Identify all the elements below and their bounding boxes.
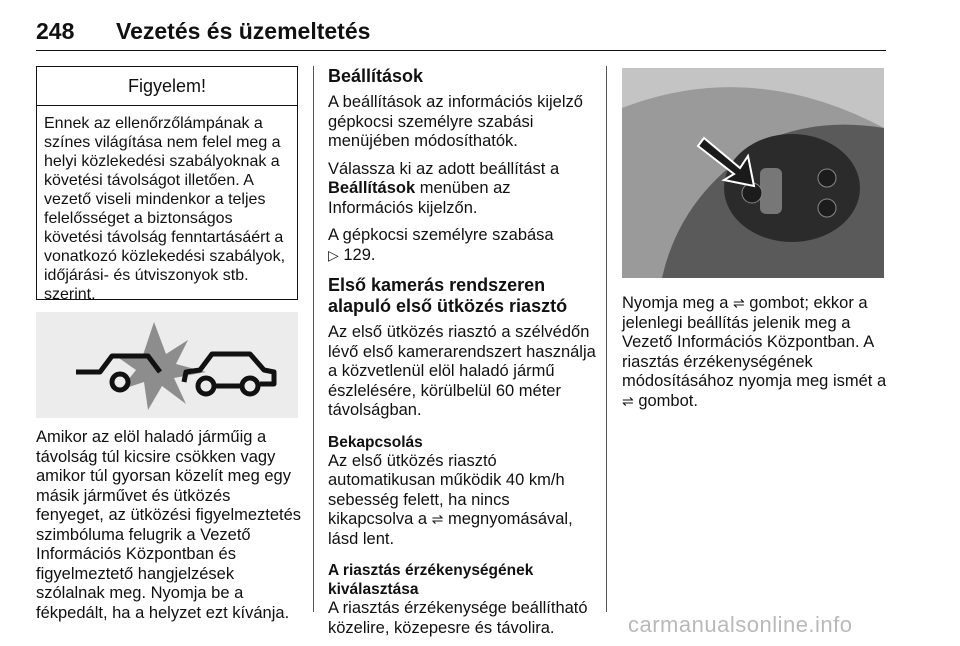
- reference-arrow-icon: ▷: [328, 246, 339, 263]
- settings-p2-post: menüben az Információs kijelzőn.: [328, 179, 511, 217]
- collision-warning-paragraph: Amikor az elöl haladó járműig a távolság túl kicsire csökken vagy amikor túl gyorsan közelít meg egy másik járművet és ütközés fenyeget, az ütközési figyelmeztetés szimbóluma felugrik a Vezető Információs Központban és figyelmeztető hangjelzések szólalnak meg. Nyomja be a fékpedált, ha a helyzet ezt kívánja.: [36, 428, 302, 622]
- thumbwheel: [760, 168, 782, 214]
- page-number: 248: [36, 18, 75, 44]
- activation-p-pre: Az első ütközés riasztó automatikusan működik 40 km/h sebesség felett, ha nincs kikapcsolva a: [328, 451, 565, 528]
- steering-wheel-illustration: [622, 68, 884, 278]
- right-p-mid: gombot; ekkor a jelenlegi beállítás jelenik meg a Vezető Információs Központban. A riasztás érzékenységének módosításához nyomja meg ismét a: [622, 294, 887, 390]
- middle-column: [328, 66, 596, 646]
- settings-menu-keyword: Beállítások: [328, 179, 416, 197]
- warning-title: Figyelem!: [37, 67, 297, 106]
- settings-heading: Beállítások: [328, 66, 424, 86]
- collision-distance-icon: ⇌: [732, 295, 745, 311]
- column-divider-2: [606, 66, 607, 612]
- settings-paragraph-1: A beállítások az információs kijelző gépkocsi személyre szabási menüjében módosíthatók.: [328, 93, 583, 150]
- activation-paragraph: [328, 452, 596, 550]
- sensitivity-heading: A riasztás érzékenységének kiválasztása: [328, 562, 534, 598]
- watermark: carmanualsonline.info: [628, 612, 853, 637]
- sensitivity-button-paragraph: [622, 294, 888, 411]
- warning-box: [36, 66, 298, 303]
- sensitivity-paragraph: A riasztás érzékenysége beállítható közelire, közepesre és távolira.: [328, 599, 588, 637]
- personalization-reference-text: A gépkocsi személyre szabása: [328, 226, 554, 244]
- collision-distance-icon: ⇌: [431, 511, 444, 527]
- collision-warning-icon: [36, 312, 298, 418]
- warning-body: Ennek az ellenőrzőlámpának a színes világítása nem felel meg a helyi közlekedési szabályoknak a követési távolságot illetően. A vezető viseli mindenkor a teljes felelősséget a biztonságos követési távolság fenntartásáért a vonatkozó közlekedési szabályok, időjárási- és útviszonyok stb. szerint.: [44, 115, 286, 303]
- column-divider: [313, 66, 314, 612]
- reference-page-number: 129.: [343, 245, 376, 264]
- fcw-paragraph: Az első ütközés riasztó a szélvédőn lévő első kamerarendszert használja a közvetlenül elöl haladó jármű észlelésére, körülbelül 60 méter távolságban.: [328, 323, 596, 419]
- settings-paragraph-3: [328, 226, 596, 265]
- activation-p-post: megnyomásával, lásd lent.: [328, 510, 573, 548]
- chapter-title: Vezetés és üzemeltetés: [116, 18, 371, 44]
- right-column-text: [622, 294, 888, 419]
- activation-heading: Bekapcsolás: [328, 433, 423, 451]
- steering-wheel-photo: [622, 68, 884, 278]
- fcw-heading: Első kamerás rendszeren alapuló első ütközés riasztó: [328, 275, 568, 316]
- settings-paragraph-2: [328, 160, 596, 219]
- settings-p2-pre: Válassza ki az adott beállítást a: [328, 159, 560, 178]
- left-column-text: [36, 428, 302, 631]
- right-p-post: gombot.: [633, 391, 698, 410]
- right-p-pre: Nyomja meg a: [622, 294, 733, 312]
- page-header: [36, 16, 886, 51]
- collision-distance-icon: ⇌: [622, 392, 634, 409]
- collision-illustration: [36, 312, 298, 418]
